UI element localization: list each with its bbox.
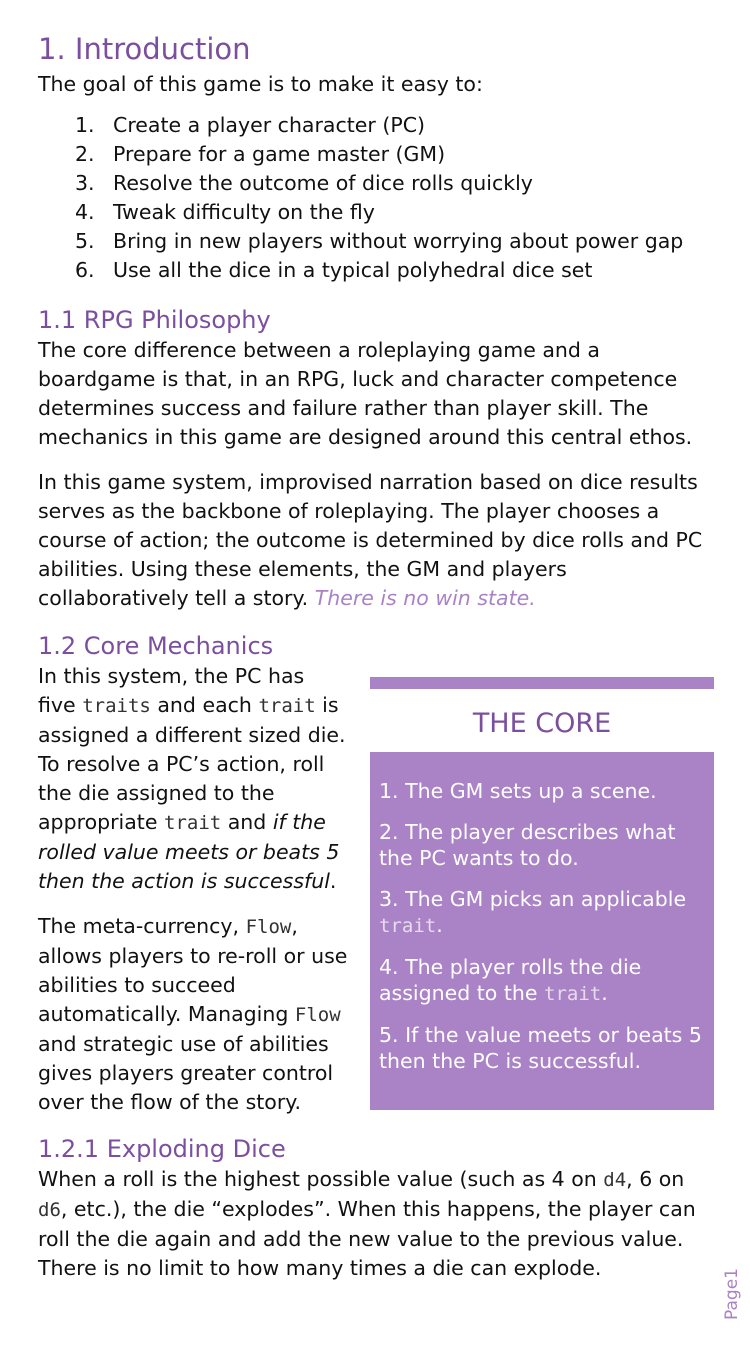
trait-code: trait	[544, 983, 602, 1005]
list-text: Prepare for a game master (GM)	[113, 142, 446, 166]
core-sidebar	[370, 677, 714, 1110]
text-run: In this system, the PC has five	[38, 664, 305, 717]
list-item	[38, 227, 714, 256]
list-item	[38, 198, 714, 227]
core-step-4-end: .	[601, 981, 608, 1005]
page-number-label: Page1	[722, 1268, 742, 1320]
trait-code: trait	[164, 812, 222, 834]
list-text: Create a player character (PC)	[113, 113, 426, 137]
text-run: and each	[157, 693, 252, 717]
success-rule-emphasis: if the rolled value meets or beats 5 then the action is successful	[38, 810, 340, 893]
list-number: 1.	[75, 113, 95, 137]
list-item	[38, 169, 714, 198]
trait-code: trait	[379, 915, 437, 937]
goals-list	[38, 111, 714, 285]
core-step-3	[379, 886, 704, 939]
core-step-1: 1. The GM sets up a scene.	[379, 779, 657, 803]
list-number: 2.	[75, 142, 95, 166]
core-box	[370, 752, 714, 1110]
philosophy-heading: 1.1 RPG Philosophy	[38, 306, 271, 334]
trait-code: trait	[258, 695, 316, 717]
core-step-4-text: 4. The player rolls the die assigned to the	[379, 955, 642, 1005]
list-number: 6.	[75, 258, 95, 282]
philosophy-paragraph-2	[38, 468, 714, 613]
core-step-3-text: 3. The GM picks an applicable	[379, 887, 687, 911]
list-number: 3.	[75, 171, 95, 195]
d4-code: d4	[603, 1169, 627, 1191]
core-step-4	[379, 954, 704, 1007]
page-content	[38, 28, 714, 1283]
list-item	[38, 111, 714, 140]
core-step-5: 5. If the value meets or beats 5 then the PC is successful.	[379, 1023, 702, 1073]
exploding-dice-heading: 1.2.1 Exploding Dice	[38, 1135, 286, 1163]
core-step-2: 2. The player describes what the PC wants to do.	[379, 820, 676, 870]
philosophy-paragraph-1: The core difference between a roleplaying game and a boardgame is that, in an RPG, luck and character competence determines success and failure rather than player skill. The mechanics in this game are designed around this central ethos.	[38, 338, 693, 449]
list-item	[38, 140, 714, 169]
list-text: Tweak difficulty on the fly	[113, 200, 375, 224]
text-run: is assigned a different sized die. To resolve a PC’s action, roll the die assigned to the appropriate	[38, 693, 346, 834]
win-state-emphasis: There is no win state.	[314, 586, 536, 610]
core-mechanics-heading: 1.2 Core Mechanics	[38, 632, 274, 660]
exploding-dice-paragraph	[38, 1165, 714, 1283]
text-run: and	[227, 810, 267, 834]
list-number: 4.	[75, 200, 95, 224]
list-text: Resolve the outcome of dice rolls quickly	[113, 171, 533, 195]
traits-code: traits	[82, 695, 151, 717]
text-run: , 6 on	[626, 1167, 685, 1191]
text-run: .	[329, 869, 337, 893]
flow-code: Flow	[294, 1004, 341, 1026]
list-number: 5.	[75, 229, 95, 253]
core-step-3-end: .	[436, 913, 443, 937]
flow-code: Flow	[245, 916, 292, 938]
text-run: , etc.), the die “explodes”. When this happens, the player can roll the die again and add the new value to the previous value. There is no limit to how many times a die can explode.	[38, 1197, 696, 1280]
core-box-top-bar	[370, 677, 714, 689]
text-run: and strategic use of abilities gives players greater control over the flow of the story.	[38, 1032, 334, 1114]
list-text: Use all the dice in a typical polyhedral dice set	[113, 258, 593, 282]
text-run: , allows players to re-roll or use abilities to succeed automatically. Managing	[38, 914, 348, 1026]
intro-lead: The goal of this game is to make it easy to:	[38, 72, 483, 96]
intro-heading: 1. Introduction	[38, 32, 251, 66]
list-item	[38, 256, 714, 285]
text-run: The meta-currency,	[38, 914, 240, 938]
core-box-title: THE CORE	[472, 708, 612, 739]
philosophy-paragraph-2-text: In this game system, improvised narration based on dice results serves as the backbone of roleplaying. The player chooses a course of action; the outcome is determined by dice rolls and PC abilities. Using these elements, the GM and players collaboratively tell a story.	[38, 470, 703, 610]
d6-code: d6	[38, 1199, 61, 1221]
text-run: When a roll is the highest possible value (such as 4 on	[38, 1167, 597, 1191]
list-text: Bring in new players without worrying about power gap	[113, 229, 684, 253]
